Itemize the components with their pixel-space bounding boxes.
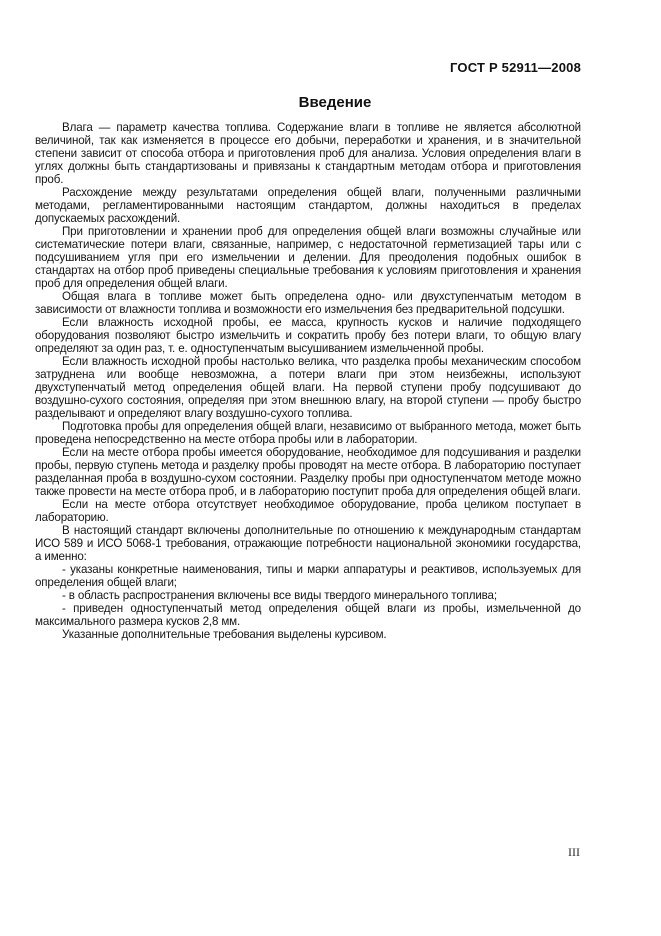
body-list-item: - приведен одноступенчатый метод определения общей влаги из пробы, измельченной до максимального размера кусков 2,8 мм. — [35, 602, 581, 628]
body-list-item: - в область распространения включены все виды твердого минерального топлива; — [62, 589, 497, 602]
page-number: III — [568, 845, 580, 859]
body-paragraph: Влага — параметр качества топлива. Содержание влаги в топливе не является абсолютной величиной, так как изменяется в процессе его добычи, переработки и хранения, и в значительной степени зависит от способа отбора и приготовления проб для анализа. Условия определения влаги в углях должны быть стандартизованы и привязаны к стандартным методам отбора и приготовления проб. — [35, 121, 581, 186]
body-paragraph: Подготовка пробы для определения общей влаги, независимо от выбранного метода, может быть проведена непосредственно на месте отбора пробы или в лаборатории. — [35, 420, 581, 446]
standard-code-header: ГОСТ Р 52911—2008 — [450, 60, 581, 75]
body-list-item: - указаны конкретные наименования, типы и марки аппаратуры и реактивов, используемых для определения общей влаги; — [35, 563, 581, 589]
body-paragraph: Если влажность исходной пробы настолько велика, что разделка пробы механическим способом затруднена или вообще невозможна, а потери влаги при этом неизбежны, используют двухступенчатый метод определения общей влаги. На первой ступени пробу подсушивают до воздушно-сухого состояния, определяя при этом внешнюю влагу, на второй ступени — пробу быстро разделывают и определяют влагу воздушно-сухого топлива. — [35, 355, 581, 420]
body-paragraph: Общая влага в топливе может быть определена одно- или двухступенчатым методом в зависимости от влажности топлива и возможности его измельчения без предварительной подсушки. — [35, 290, 581, 316]
section-title: Введение — [298, 94, 372, 111]
body-paragraph: Если влажность исходной пробы, ее масса, крупность кусков и наличие подходящего оборудования позволяют быстро измельчить и сократить пробу без потери влаги, то общую влагу определяют за один раз, т. е. одноступенчатым высушиванием измельченной пробы. — [35, 316, 581, 355]
body-paragraph: Указанные дополнительные требования выделены курсивом. — [62, 628, 387, 641]
body-paragraph: Если на месте отбора пробы имеется оборудование, необходимое для подсушивания и разделки пробы, первую ступень метода и разделку пробы проводят на месте отбора. В лабораторию поступает разделанная проба в воздушно-сухом состоянии. Разделку пробы при одноступенчатом методе можно также провести на месте отбора проб, и в лабораторию поступит проба для определения общей влаги. — [35, 446, 581, 498]
body-paragraph: При приготовлении и хранении проб для определения общей влаги возможны случайные или систематические потери влаги, связанные, например, с недостаточной герметизацией тары или с подсушиванием угля при его измельчении и делении. Для преодоления подобных ошибок в стандартах на отбор проб приведены специальные требования к условиям приготовления и хранения проб для определения общей влаги. — [35, 225, 581, 290]
body-paragraph: Если на месте отбора отсутствует необходимое оборудование, проба целиком поступает в лабораторию. — [35, 498, 581, 524]
body-paragraph: В настоящий стандарт включены дополнительные по отношению к международным стандартам ИСО 589 и ИСО 5068-1 требования, отражающие потребности национальной экономики государства, а именно: — [35, 524, 581, 563]
body-text-block — [35, 121, 581, 641]
body-paragraph: Расхождение между результатами определения общей влаги, полученными различными методами, регламентированными настоящим стандартом, должны находиться в пределах допускаемых расхождений. — [35, 186, 581, 225]
